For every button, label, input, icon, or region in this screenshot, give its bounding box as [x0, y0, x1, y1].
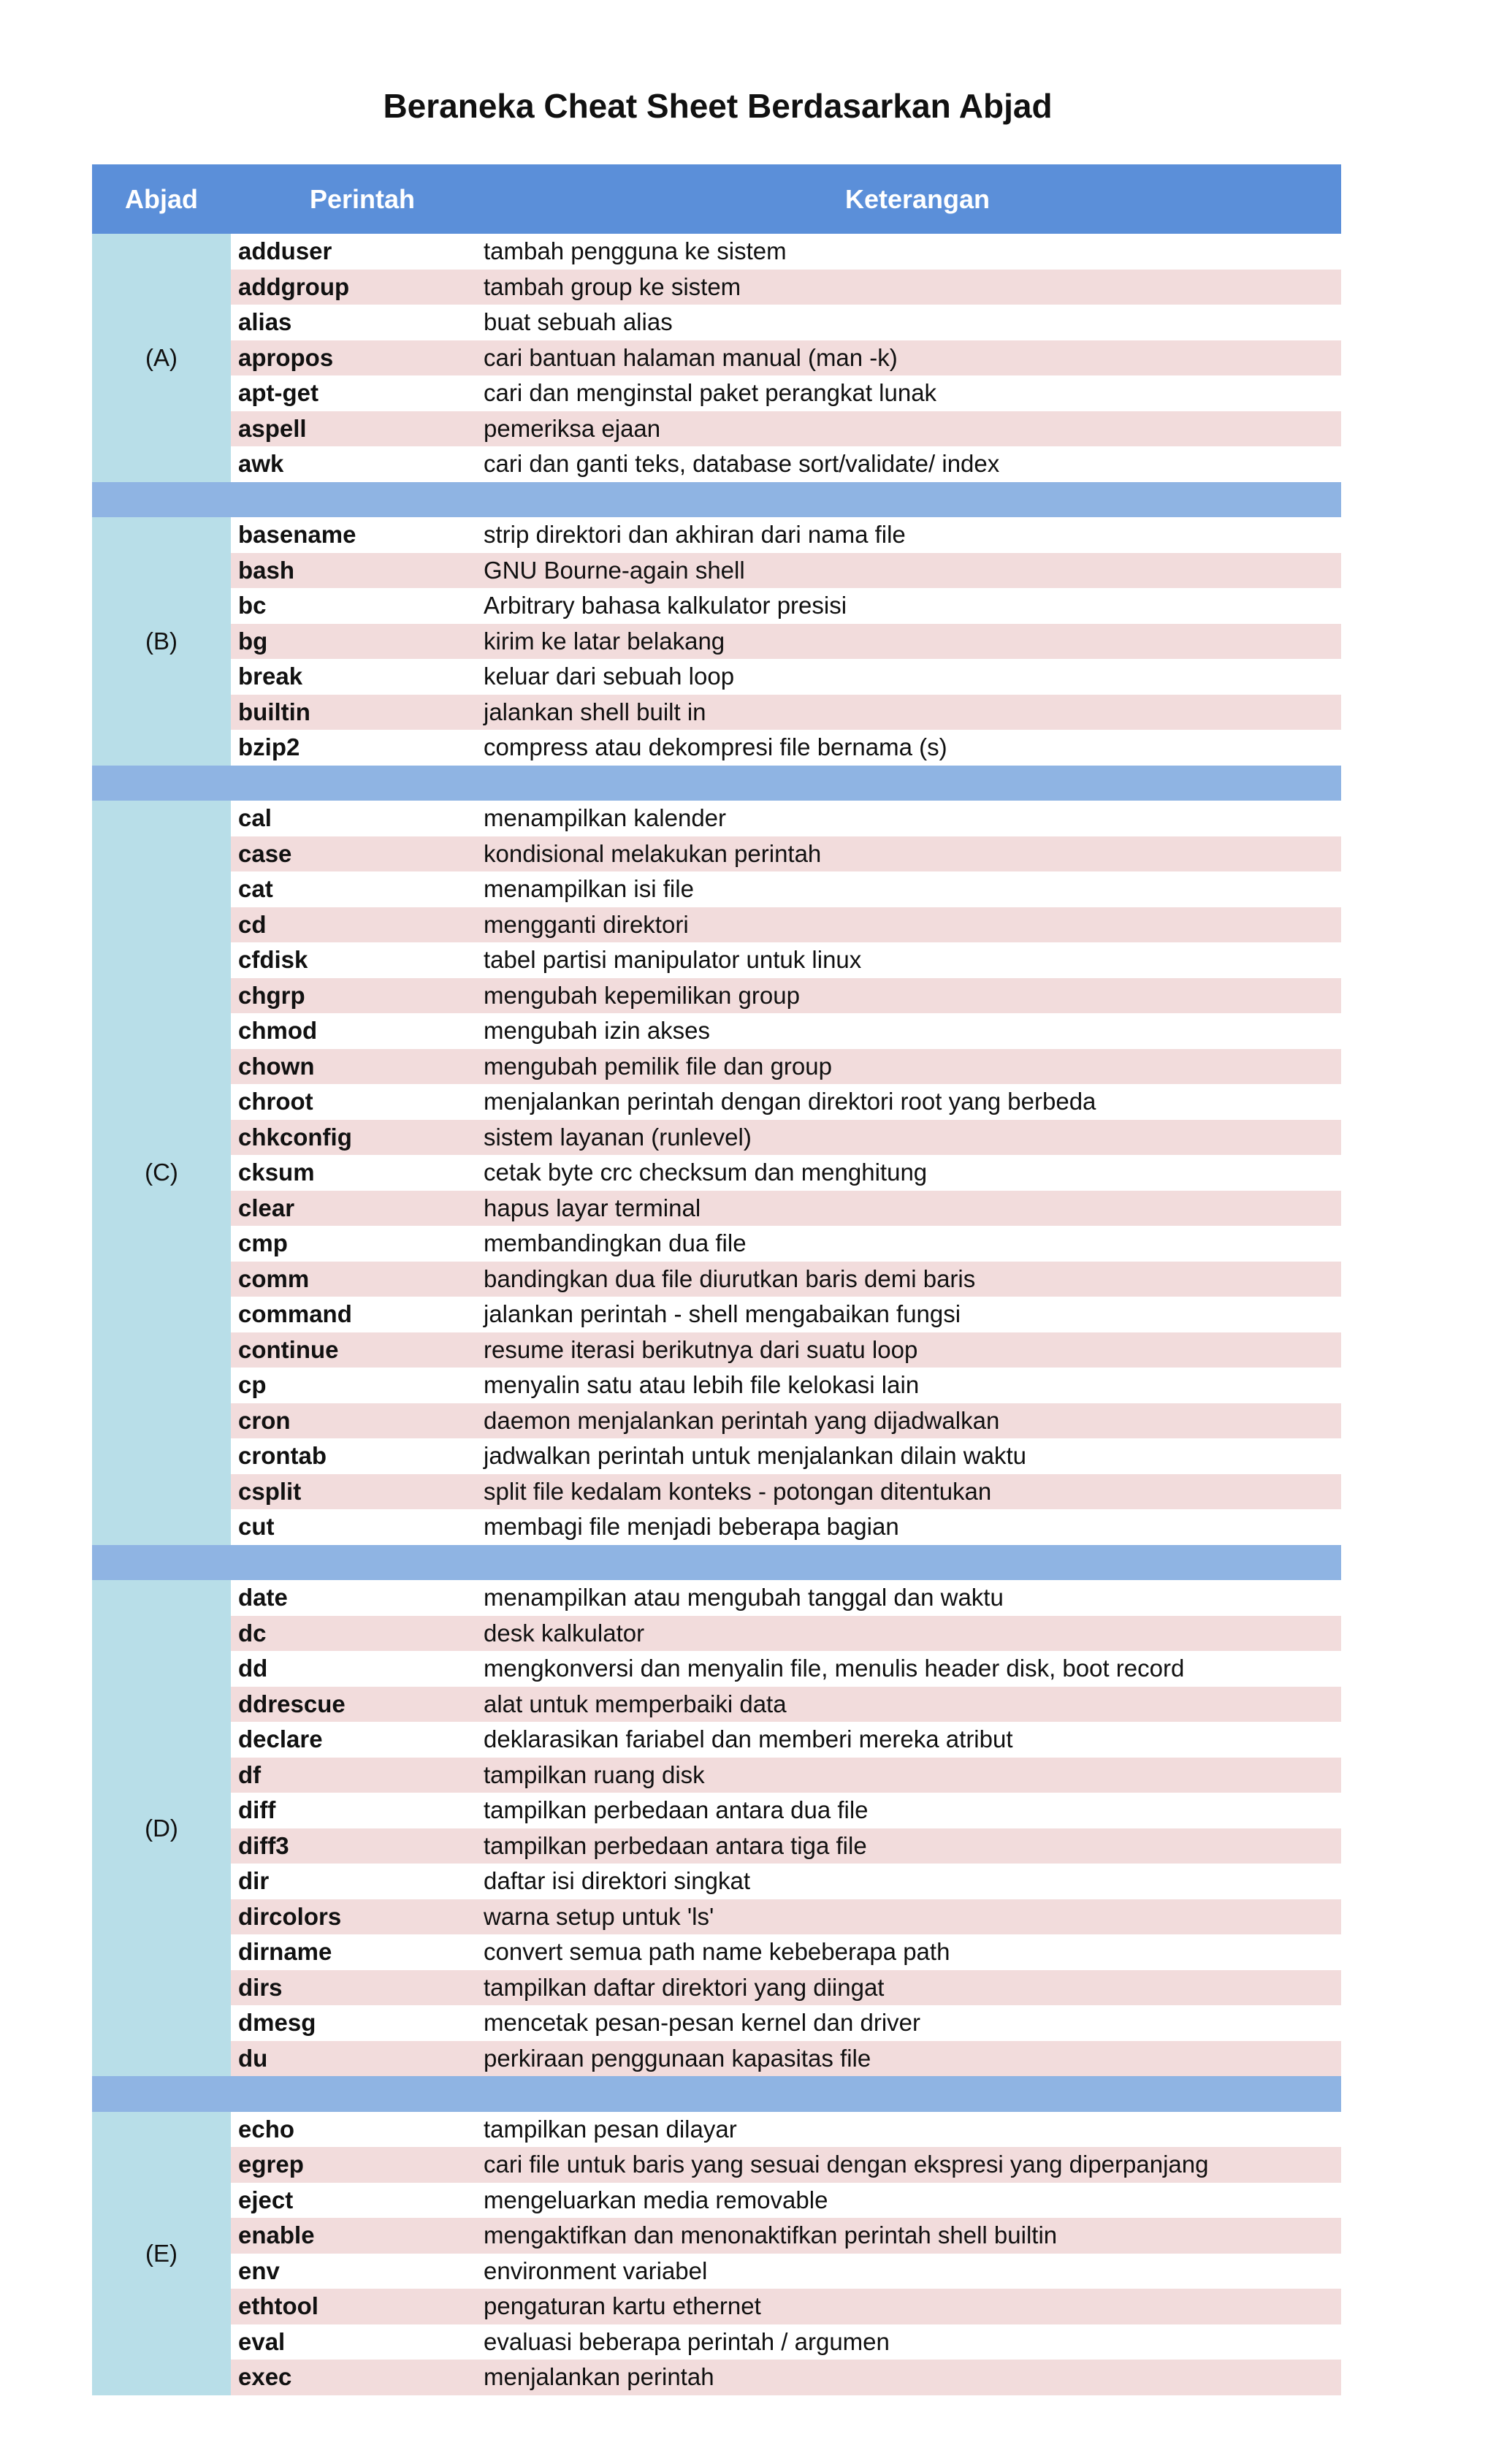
table-row [231, 1970, 1341, 2006]
command-description: resume iterasi berikutnya dari suatu loop [484, 1335, 918, 1363]
command-description: cetak byte crc checksum dan menghitung [484, 1159, 928, 1186]
command-name: cal [238, 804, 272, 832]
command-name: diff3 [238, 1831, 289, 1859]
command-description: alat untuk memperbaiki data [484, 1690, 787, 1717]
command-description: menyalin satu atau lebih file kelokasi lain [484, 1371, 920, 1399]
command-name: basename [238, 521, 356, 549]
group-letter: (C) [92, 801, 231, 1545]
command-description: membandingkan dua file [484, 1229, 747, 1257]
table-row [231, 1262, 1341, 1297]
cheat-sheet-table [92, 164, 1341, 2395]
command-description: hapus layar terminal [484, 1194, 701, 1221]
command-description: split file kedalam konteks - potongan ditentukan [484, 1477, 992, 1505]
table-row [231, 1297, 1341, 1332]
command-description: daftar isi direktori singkat [484, 1867, 750, 1895]
command-description: strip direktori dan akhiran dari nama file [484, 521, 906, 549]
command-name: alias [238, 308, 292, 336]
table-row [231, 659, 1341, 695]
command-description: menampilkan isi file [484, 875, 694, 903]
command-description: deklarasikan fariabel dan memberi mereka atribut [484, 1725, 1013, 1753]
table-row [231, 2218, 1341, 2254]
command-name: chown [238, 1052, 315, 1080]
command-description: tambah pengguna ke sistem [484, 237, 787, 265]
group-rows [231, 801, 1341, 1545]
table-row [231, 1722, 1341, 1758]
header-perintah: Perintah [309, 183, 416, 214]
command-name: apt-get [238, 379, 318, 407]
command-name: cron [238, 1406, 291, 1434]
command-name: bash [238, 556, 295, 584]
table-row [231, 1403, 1341, 1439]
command-name: du [238, 2044, 268, 2072]
table-row [231, 1793, 1341, 1828]
table-row [231, 1651, 1341, 1687]
command-name: echo [238, 2115, 295, 2143]
command-description: jalankan perintah - shell mengabaikan fungsi [484, 1300, 961, 1328]
command-name: dir [238, 1867, 270, 1895]
command-name: egrep [238, 2151, 304, 2178]
command-name: declare [238, 1725, 323, 1753]
command-description: mengeluarkan media removable [484, 2186, 828, 2213]
header-abjad: Abjad [124, 183, 198, 214]
command-description: mengaktifkan dan menonaktifkan perintah shell builtin [484, 2221, 1058, 2249]
command-description: sistem layanan (runlevel) [484, 1123, 752, 1151]
group-rows [231, 1580, 1341, 2076]
page-title: Beraneka Cheat Sheet Berdasarkan Abjad [383, 87, 1053, 125]
command-name: continue [238, 1335, 339, 1363]
command-name: diff [238, 1796, 276, 1824]
command-name: dirname [238, 1938, 332, 1966]
command-description: daemon menjalankan perintah yang dijadwalkan [484, 1406, 1000, 1434]
table-row [231, 836, 1341, 872]
command-name: builtin [238, 698, 310, 725]
table-row [231, 730, 1341, 766]
command-description: kondisional melakukan perintah [484, 839, 822, 867]
table-row [231, 270, 1341, 305]
command-name: dd [238, 1655, 268, 1682]
command-name: break [238, 663, 303, 690]
group-rows [231, 517, 1341, 766]
command-name: addgroup [238, 272, 350, 300]
command-description: perkiraan penggunaan kapasitas file [484, 2044, 871, 2072]
table-row [231, 1509, 1341, 1545]
group-separator [92, 1545, 1341, 1581]
command-description: kirim ke latar belakang [484, 627, 725, 655]
command-description: warna setup untuk 'ls' [484, 1902, 714, 1930]
table-row [231, 942, 1341, 978]
table-row [231, 340, 1341, 376]
command-name: dircolors [238, 1902, 342, 1930]
table-row [231, 1155, 1341, 1191]
command-description: mengganti direktori [484, 910, 689, 938]
command-description: membagi file menjadi beberapa bagian [484, 1513, 899, 1541]
command-description: tampilkan perbedaan antara dua file [484, 1796, 869, 1824]
command-description: convert semua path name kebeberapa path [484, 1938, 950, 1966]
command-name: clear [238, 1194, 295, 1221]
group-rows [231, 234, 1341, 482]
table-row [231, 2324, 1341, 2360]
command-name: csplit [238, 1477, 302, 1505]
command-name: eject [238, 2186, 294, 2213]
command-description: mencetak pesan-pesan kernel dan driver [484, 2009, 921, 2037]
table-row [231, 1226, 1341, 1262]
group-letter: (B) [92, 517, 231, 766]
header-keterangan: Keterangan [844, 183, 991, 214]
command-name: adduser [238, 237, 332, 265]
command-description: Arbitrary bahasa kalkulator presisi [484, 592, 847, 619]
command-name: cmp [238, 1229, 288, 1257]
command-description: evaluasi beberapa perintah / argumen [484, 2327, 890, 2355]
command-name: cat [238, 875, 273, 903]
table-row [231, 1934, 1341, 1970]
group-separator [92, 2076, 1341, 2112]
command-description: mengubah izin akses [484, 1017, 711, 1045]
command-name: dirs [238, 1973, 283, 2001]
command-name: cut [238, 1513, 275, 1541]
table-row [231, 2005, 1341, 2041]
letter-group [92, 234, 1341, 482]
command-description: menjalankan perintah [484, 2363, 714, 2391]
table-row [231, 1828, 1341, 1864]
table-row [231, 1687, 1341, 1723]
command-description: jalankan shell built in [484, 698, 706, 725]
group-letter: (A) [92, 234, 231, 482]
command-name: command [238, 1300, 352, 1328]
table-row [231, 2360, 1341, 2395]
command-description: pengaturan kartu ethernet [484, 2292, 761, 2320]
table-header [92, 164, 1341, 234]
command-description: mengubah kepemilikan group [484, 981, 800, 1009]
command-description: tampilkan daftar direktori yang diingat [484, 1973, 885, 2001]
letter-group [92, 801, 1341, 1545]
letter-group [92, 517, 1341, 766]
table-row [231, 1368, 1341, 1403]
command-description: cari dan ganti teks, database sort/validate/ index [484, 450, 1000, 478]
table-row [231, 411, 1341, 447]
command-description: buat sebuah alias [484, 308, 673, 336]
command-name: eval [238, 2327, 286, 2355]
command-name: cd [238, 910, 267, 938]
table-row [231, 1438, 1341, 1474]
command-name: bc [238, 592, 267, 619]
group-letter: (D) [92, 1580, 231, 2076]
command-description: jadwalkan perintah untuk menjalankan dilain waktu [484, 1442, 1026, 1470]
command-name: dc [238, 1619, 267, 1647]
table-row [231, 1191, 1341, 1227]
table-row [231, 695, 1341, 731]
group-separator [92, 766, 1341, 801]
command-name: date [238, 1584, 288, 1611]
command-description: mengkonversi dan menyalin file, menulis header disk, boot record [484, 1655, 1185, 1682]
command-name: dmesg [238, 2009, 316, 2037]
command-name: awk [238, 450, 284, 478]
table-row [231, 624, 1341, 660]
command-description: tampilkan perbedaan antara tiga file [484, 1831, 867, 1859]
table-row [231, 801, 1341, 836]
command-description: tabel partisi manipulator untuk linux [484, 946, 862, 974]
table-row [231, 2147, 1341, 2183]
table-row [231, 1013, 1341, 1049]
command-name: chgrp [238, 981, 305, 1009]
table-row [231, 1580, 1341, 1616]
command-description: cari file untuk baris yang sesuai dengan ekspresi yang diperpanjang [484, 2151, 1209, 2178]
table-row [231, 1474, 1341, 1510]
table-row [231, 1899, 1341, 1935]
table-row [231, 1332, 1341, 1368]
table-row [231, 907, 1341, 943]
command-description: cari bantuan halaman manual (man -k) [484, 343, 898, 371]
command-name: enable [238, 2221, 315, 2249]
command-description: cari dan menginstal paket perangkat lunak [484, 379, 937, 407]
table-row [231, 305, 1341, 340]
group-rows [231, 2112, 1341, 2395]
command-description: desk kalkulator [484, 1619, 645, 1647]
letter-group [92, 2112, 1341, 2395]
table-row [231, 1084, 1341, 1120]
command-name: ddrescue [238, 1690, 346, 1717]
command-description: tampilkan pesan dilayar [484, 2115, 737, 2143]
command-name: chkconfig [238, 1123, 352, 1151]
command-name: case [238, 839, 292, 867]
command-description: GNU Bourne-again shell [484, 556, 745, 584]
table-row [231, 588, 1341, 624]
command-description: compress atau dekompresi file bernama (s) [484, 733, 947, 761]
group-letter: (E) [92, 2112, 231, 2395]
command-description: menampilkan kalender [484, 804, 727, 832]
table-row [231, 2289, 1341, 2324]
table-row [231, 1758, 1341, 1793]
command-name: chroot [238, 1088, 313, 1115]
command-description: mengubah pemilik file dan group [484, 1052, 832, 1080]
command-name: comm [238, 1265, 310, 1292]
command-name: ethtool [238, 2292, 318, 2320]
table-row [231, 553, 1341, 589]
command-description: bandingkan dua file diurutkan baris demi baris [484, 1265, 976, 1292]
command-name: df [238, 1761, 262, 1788]
group-separator [92, 482, 1341, 518]
table-row [231, 1120, 1341, 1156]
command-description: pemeriksa ejaan [484, 414, 661, 442]
table-row [231, 2183, 1341, 2219]
command-name: apropos [238, 343, 334, 371]
command-description: tambah group ke sistem [484, 272, 741, 300]
letter-group [92, 1580, 1341, 2076]
command-name: crontab [238, 1442, 327, 1470]
command-name: env [238, 2257, 280, 2284]
command-description: tampilkan ruang disk [484, 1761, 705, 1788]
table-row [231, 234, 1341, 270]
table-row [231, 871, 1341, 907]
command-description: environment variabel [484, 2257, 708, 2284]
command-description: menampilkan atau mengubah tanggal dan waktu [484, 1584, 1004, 1611]
command-description: keluar dari sebuah loop [484, 663, 735, 690]
table-body [92, 234, 1341, 2395]
table-row [231, 2041, 1341, 2077]
table-row [231, 1049, 1341, 1085]
table-row [231, 2254, 1341, 2289]
command-name: bzip2 [238, 733, 300, 761]
command-name: aspell [238, 414, 307, 442]
table-row [231, 978, 1341, 1014]
table-row [231, 517, 1341, 553]
table-row [231, 1616, 1341, 1652]
table-row [231, 375, 1341, 411]
command-name: cfdisk [238, 946, 308, 974]
command-name: chmod [238, 1017, 318, 1045]
table-row [231, 1864, 1341, 1899]
command-description: menjalankan perintah dengan direktori root yang berbeda [484, 1088, 1096, 1115]
table-row [231, 446, 1341, 482]
table-row [231, 2112, 1341, 2148]
command-name: bg [238, 627, 268, 655]
command-name: exec [238, 2363, 292, 2391]
command-name: cp [238, 1371, 267, 1399]
command-name: cksum [238, 1159, 315, 1186]
